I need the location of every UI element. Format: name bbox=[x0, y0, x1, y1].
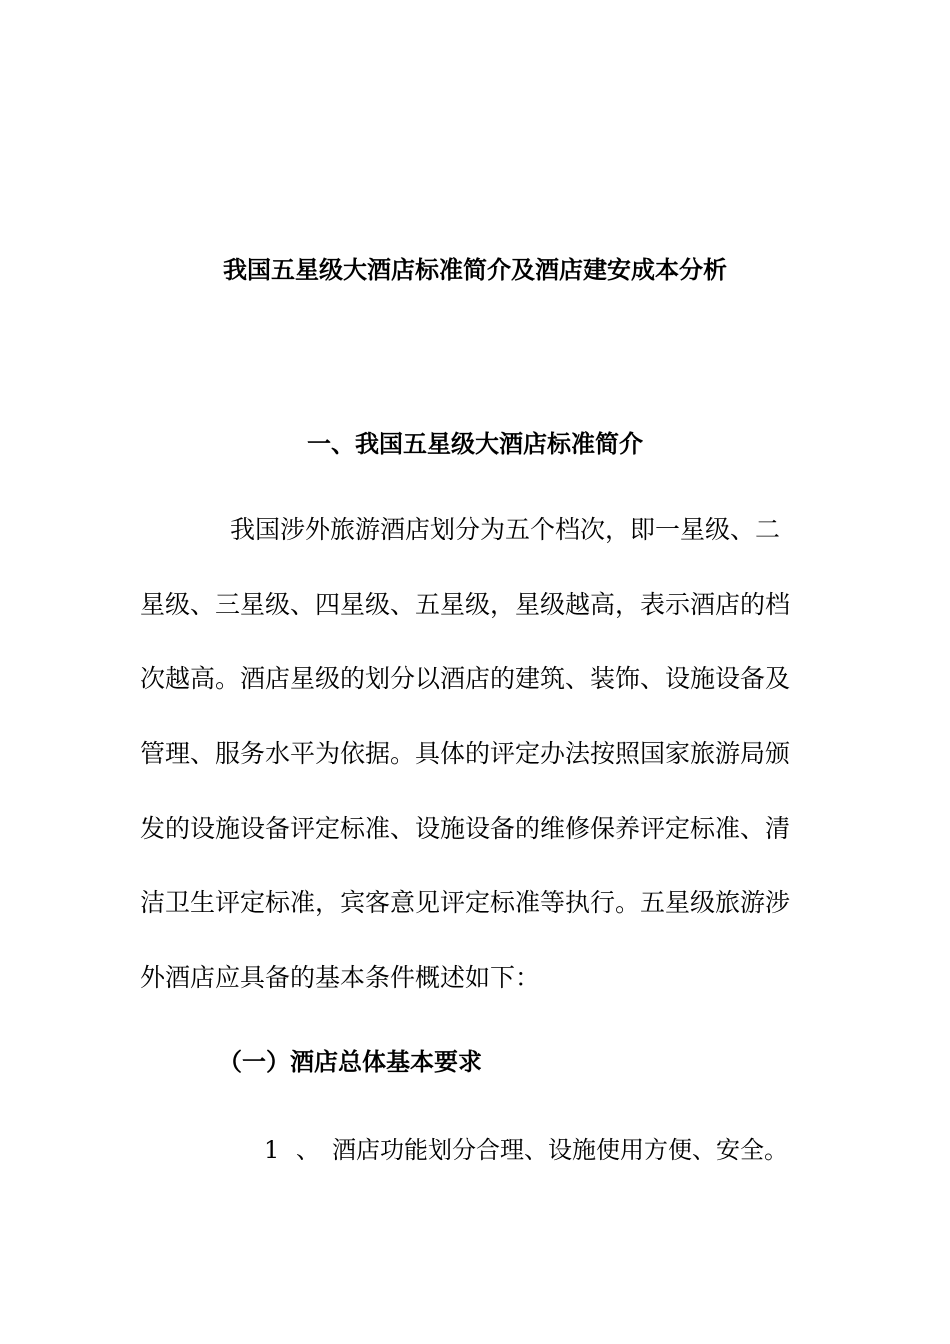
paragraph-line: 外酒店应具备的基本条件概述如下： bbox=[140, 963, 541, 992]
paragraph-line: 我国涉外旅游酒店划分为五个档次，即一星级、二 bbox=[230, 515, 781, 544]
section-heading: 一、我国五星级大酒店标准简介 bbox=[307, 429, 643, 458]
paragraph-line: 管理、服务水平为依据。具体的评定办法按照国家旅游局颁 bbox=[140, 739, 791, 768]
list-item-text: 酒店功能划分合理、设施使用方便、安全。 bbox=[332, 1136, 788, 1164]
paragraph-line: 次越高。酒店星级的划分以酒店的建筑、装饰、设施设备及 bbox=[140, 664, 791, 693]
list-item bbox=[264, 1130, 788, 1170]
paragraph-line: 洁卫生评定标准，宾客意见评定标准等执行。五星级旅游涉 bbox=[140, 888, 791, 917]
list-item-separator: 、 bbox=[296, 1136, 320, 1164]
list-item-number: 1 bbox=[264, 1136, 280, 1164]
document-title: 我国五星级大酒店标准简介及酒店建安成本分析 bbox=[223, 255, 727, 284]
paragraph-line: 发的设施设备评定标准、设施设备的维修保养评定标准、清 bbox=[140, 814, 791, 843]
paragraph-line: 星级、三星级、四星级、五星级，星级越高，表示酒店的档 bbox=[140, 590, 791, 619]
subsection-heading: （一）酒店总体基本要求 bbox=[218, 1047, 482, 1076]
